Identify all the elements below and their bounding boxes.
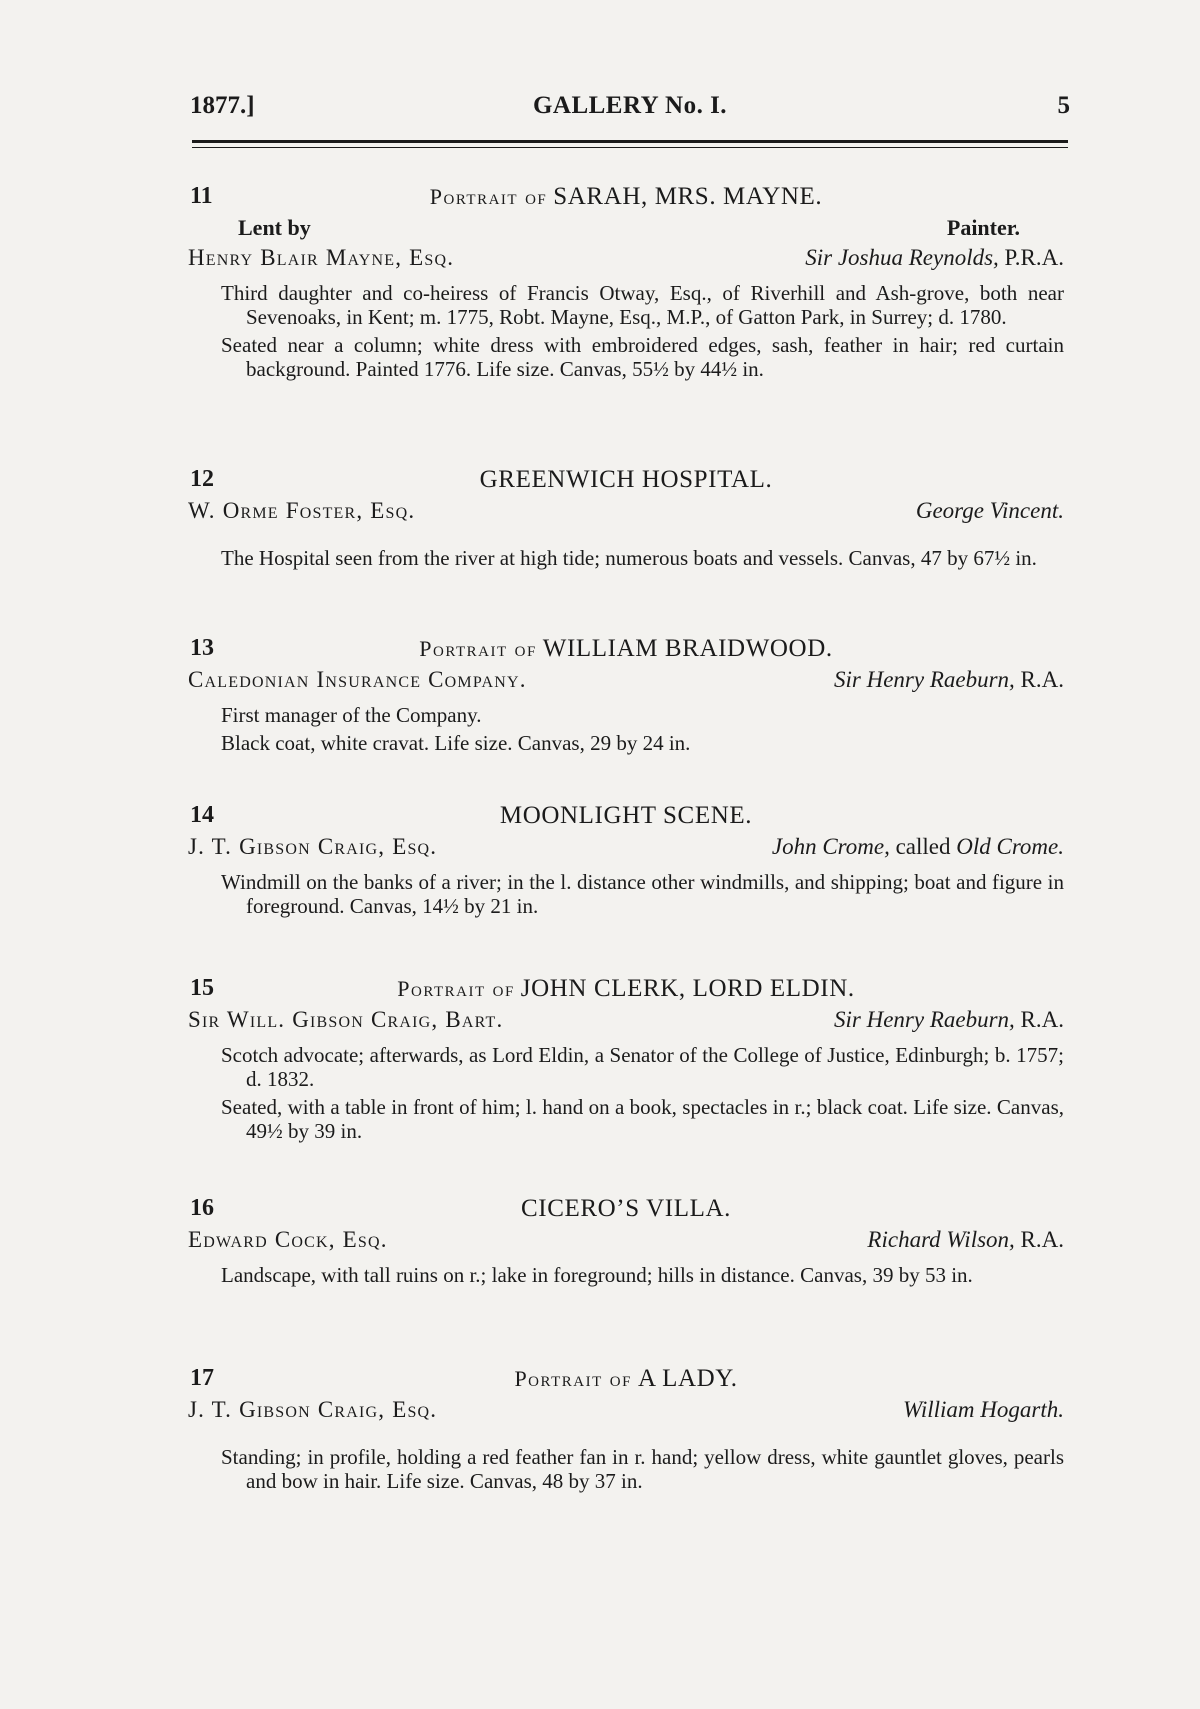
catalogue-entry (188, 183, 1064, 381)
entry-number: 12 (190, 466, 214, 492)
entry-description: Black coat, white cravat. Life size. Canvas, 29 by 24 in. (221, 731, 691, 755)
entry-lender: W. Orme Foster, Esq. (188, 498, 416, 523)
painter-name: Richard Wilson, (867, 1227, 1015, 1252)
entry-title (188, 975, 1064, 1003)
column-captions (188, 215, 1064, 245)
entry-title (188, 802, 1064, 830)
catalogue-entry (188, 635, 1064, 755)
entry-lender: J. T. Gibson Craig, Esq. (188, 1397, 438, 1422)
entry-title (188, 466, 1064, 494)
entry-lender: Edward Cock, Esq. (188, 1227, 388, 1252)
entry-title (188, 635, 1064, 663)
entry-painter (834, 1007, 1064, 1033)
entry-description: Scotch advocate; afterwards, as Lord Eldin, a Senator of the College of Justice, Edinburgh; b. 1757; d. 1832. (221, 1043, 1064, 1091)
entry-title (188, 1195, 1064, 1223)
entry-description: Seated near a column; white dress with embroidered edges, sash, feather in hair; red curtain background. Painted 1776. Life size. Canvas, 55½ by 44½ in. (221, 333, 1064, 381)
entry-painter (903, 1397, 1064, 1423)
entry-lender: Sir Will. Gibson Craig, Bart. (188, 1007, 504, 1032)
entry-title-text: JOHN CLERK, LORD ELDIN. (520, 975, 855, 1002)
entry-title-text: CICERO’S VILLA. (521, 1195, 731, 1222)
painter-caption: Painter. (946, 215, 1020, 240)
painter-suffix: R.A. (1014, 1227, 1064, 1252)
entry-description: Seated, with a table in front of him; l. hand on a book, spectacles in r.; black coat. Life size. Canvas, 49½ by 39 in. (221, 1095, 1064, 1143)
catalogue-entry (188, 802, 1064, 918)
entry-description: Third daughter and co-heiress of Francis Otway, Esq., of Riverhill and Ash-grove, both near Sevenoaks, in Kent; m. 1775, Robt. Mayne, Esq., M.P., of Gatton Park, in Surrey; d. 1780. (221, 281, 1064, 329)
entry-painter (772, 834, 1064, 860)
painter-suffix: R.A. (1014, 1007, 1064, 1032)
painter-name: William Hogarth. (902, 1397, 1064, 1422)
entry-description: Standing; in profile, holding a red feather fan in r. hand; yellow dress, white gauntlet gloves, pearls and bow in hair. Life size. Canvas, 48 by 37 in. (221, 1445, 1064, 1493)
running-head-title: GALLERY No. I. (532, 92, 728, 119)
entry-number: 15 (190, 975, 214, 1001)
entry-number: 16 (190, 1195, 214, 1221)
entry-painter (916, 498, 1064, 524)
catalogue-entry (188, 1195, 1064, 1287)
entry-title-text: WILLIAM BRAIDWOOD. (542, 635, 833, 662)
catalogue-entry (188, 1365, 1064, 1493)
running-head-year: 1877.] (190, 92, 255, 119)
entry-title-text: GREENWICH HOSPITAL. (479, 466, 773, 493)
entry-title-text: MOONLIGHT SCENE. (499, 802, 753, 829)
entry-title-prefix: Portrait of (514, 1366, 632, 1391)
header-rule-thin (192, 147, 1068, 148)
entry-lender: J. T. Gibson Craig, Esq. (188, 834, 438, 859)
catalogue-entry (188, 466, 1064, 570)
entry-lender: Caledonian Insurance Company. (188, 667, 527, 692)
entry-title-text: A LADY. (637, 1365, 738, 1392)
header-rule-thick (192, 140, 1068, 143)
entry-description: First manager of the Company. (221, 703, 482, 727)
painter-name: Sir Joshua Reynolds, (805, 245, 999, 270)
running-head (190, 92, 1070, 132)
catalogue-entry (188, 975, 1064, 1143)
painter-name: Sir Henry Raeburn, (834, 667, 1015, 692)
entry-description: Landscape, with tall ruins on r.; lake in foreground; hills in distance. Canvas, 39 by 53 in. (221, 1263, 973, 1287)
entry-title-prefix: Portrait of (397, 976, 515, 1001)
painter-name: George Vincent. (915, 498, 1064, 523)
painter-suffix: P.R.A. (998, 245, 1064, 270)
entry-title-prefix: Portrait of (429, 184, 548, 209)
lent-by-caption: Lent by (238, 215, 311, 240)
painter-name: John Crome, (771, 834, 890, 859)
entry-number: 11 (190, 183, 213, 209)
entry-title-prefix: Portrait of (419, 636, 537, 661)
entry-number: 14 (190, 802, 214, 828)
entry-painter (805, 245, 1064, 271)
page-number: 5 (1057, 92, 1070, 119)
painter-suffix: R.A. (1014, 667, 1064, 692)
entry-lender: Henry Blair Mayne, Esq. (188, 245, 455, 270)
entry-title (188, 183, 1064, 211)
entry-painter (834, 667, 1064, 693)
painter-alias: Old Crome. (956, 834, 1064, 859)
painter-suffix: called (889, 834, 957, 859)
painter-name: Sir Henry Raeburn, (834, 1007, 1015, 1032)
entry-painter (867, 1227, 1064, 1253)
entry-title (188, 1365, 1064, 1393)
entry-description: Windmill on the banks of a river; in the l. distance other windmills, and shipping; boat and figure in foreground. Canvas, 14½ by 21 in. (221, 870, 1064, 918)
entry-number: 17 (190, 1365, 214, 1391)
entry-description: The Hospital seen from the river at high tide; numerous boats and vessels. Canvas, 47 by 67½ in. (221, 546, 1037, 570)
entry-title-text: SARAH, MRS. MAYNE. (553, 183, 823, 210)
entry-number: 13 (190, 635, 214, 661)
